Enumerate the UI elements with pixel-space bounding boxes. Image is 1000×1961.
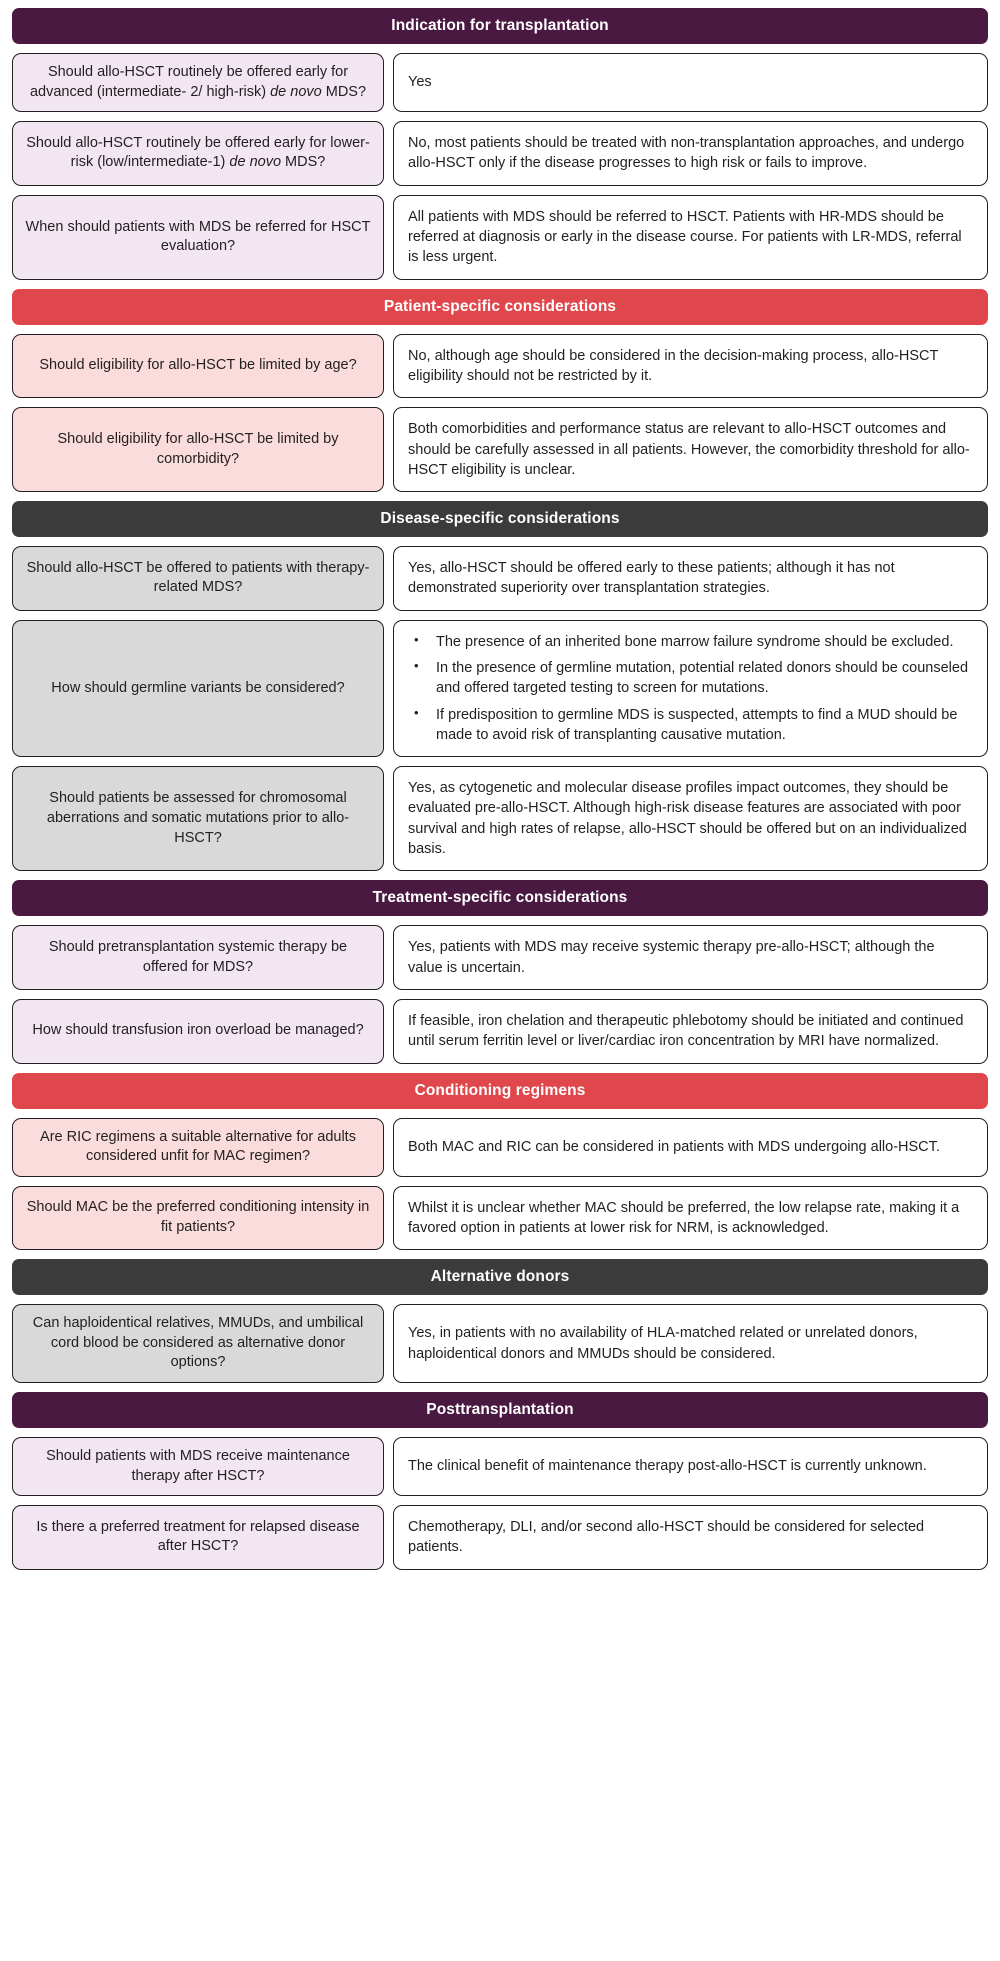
question-cell bbox=[12, 1304, 384, 1383]
table-row bbox=[12, 195, 988, 280]
section-header: Disease-specific considerations bbox=[12, 501, 988, 537]
answer-cell bbox=[393, 1505, 988, 1570]
answer-text: The clinical benefit of maintenance therapy post-allo-HSCT is currently unknown. bbox=[408, 1458, 927, 1475]
answer-cell bbox=[393, 546, 988, 611]
question-cell bbox=[12, 1505, 384, 1570]
answer-text: Yes, in patients with no availability of HLA-matched related or unrelated donors, haploidentical donors and MMUDs should be considered. bbox=[408, 1325, 918, 1362]
table-row bbox=[12, 925, 988, 990]
table-section bbox=[12, 501, 988, 871]
table-row bbox=[12, 407, 988, 492]
question-cell bbox=[12, 121, 384, 186]
question-cell bbox=[12, 195, 384, 280]
answer-cell bbox=[393, 1186, 988, 1251]
question-text: Should eligibility for allo-HSCT be limited by age? bbox=[39, 357, 357, 374]
answer-cell bbox=[393, 407, 988, 492]
table-row bbox=[12, 766, 988, 871]
question-text: Can haploidentical relatives, MMUDs, and umbilical cord blood be considered as alternative donor options? bbox=[32, 1315, 364, 1371]
question-text: Should MAC be the preferred conditioning intensity in fit patients? bbox=[26, 1199, 370, 1235]
answer-cell bbox=[393, 1118, 988, 1177]
table-row bbox=[12, 1505, 988, 1570]
question-text: Should pretransplantation systemic therapy be offered for MDS? bbox=[48, 939, 348, 975]
table-section bbox=[12, 1259, 988, 1383]
answer-text: No, most patients should be treated with non-transplantation approaches, and undergo allo-HSCT only if the disease progresses to high risk or fails to improve. bbox=[408, 135, 965, 172]
answer-text: Yes, patients with MDS may receive systemic therapy pre-allo-HSCT; although the value is uncertain. bbox=[408, 939, 935, 976]
answer-text: All patients with MDS should be referred to HSCT. Patients with HR-MDS should be referred at diagnosis or early in the disease course. For patients with LR-MDS, referral is less urgent. bbox=[408, 208, 962, 266]
table-row bbox=[12, 121, 988, 186]
answer-cell bbox=[393, 334, 988, 399]
answer-text: Chemotherapy, DLI, and/or second allo-HSCT should be considered for selected patients. bbox=[408, 1519, 925, 1556]
table-section bbox=[12, 1392, 988, 1570]
table-row bbox=[12, 53, 988, 112]
answer-cell bbox=[393, 1304, 988, 1383]
section-header: Treatment-specific considerations bbox=[12, 880, 988, 916]
question-text: Are RIC regimens a suitable alternative for adults considered unfit for MAC regimen? bbox=[40, 1128, 356, 1165]
table-row bbox=[12, 546, 988, 611]
table-section bbox=[12, 1073, 988, 1251]
question-text: When should patients with MDS be referred for HSCT evaluation? bbox=[25, 218, 371, 255]
table-row bbox=[12, 334, 988, 399]
question-text: Is there a preferred treatment for relapsed disease after HSCT? bbox=[36, 1518, 360, 1555]
answer-cell bbox=[393, 999, 988, 1064]
answer-text: Both comorbidities and performance status are relevant to allo-HSCT outcomes and should be carefully assessed in all patients. However, the comorbidity threshold for allo-HSCT eligibility is unclear. bbox=[408, 421, 970, 478]
answer-text: No, although age should be considered in the decision-making process, allo-HSCT eligibility should not be restricted by it. bbox=[408, 347, 939, 384]
answer-cell bbox=[393, 121, 988, 186]
table-section bbox=[12, 289, 988, 492]
question-text: Should eligibility for allo-HSCT be limited by comorbidity? bbox=[57, 431, 339, 467]
table-section bbox=[12, 880, 988, 1063]
answer-cell bbox=[393, 620, 988, 757]
question-cell bbox=[12, 407, 384, 492]
question-cell bbox=[12, 53, 384, 112]
table-row bbox=[12, 1118, 988, 1177]
answer-cell bbox=[393, 766, 988, 871]
answer-list bbox=[408, 632, 973, 745]
answer-text: Both MAC and RIC can be considered in patients with MDS undergoing allo-HSCT. bbox=[408, 1138, 940, 1155]
answer-cell bbox=[393, 925, 988, 990]
question-cell bbox=[12, 925, 384, 990]
question-text: Should allo-HSCT routinely be offered early for advanced (intermediate- 2/ high-risk) de novo MDS? bbox=[29, 64, 367, 100]
section-header: Indication for transplantation bbox=[12, 8, 988, 44]
answer-text: Yes bbox=[408, 74, 432, 91]
answer-text: If feasible, iron chelation and therapeutic phlebotomy should be initiated and continued until serum ferritin level or liver/cardiac iron concentration by MRI have normalized. bbox=[408, 1012, 964, 1050]
answer-cell bbox=[393, 195, 988, 280]
question-cell bbox=[12, 1186, 384, 1251]
question-cell bbox=[12, 1437, 384, 1496]
table-row bbox=[12, 1437, 988, 1496]
question-cell bbox=[12, 999, 384, 1064]
question-cell bbox=[12, 546, 384, 611]
table-row bbox=[12, 1304, 988, 1383]
list-item: • In the presence of germline mutation, potential related donors should be counseled and offered targeted testing to screen for mutations. bbox=[408, 658, 973, 699]
question-cell bbox=[12, 766, 384, 871]
question-cell bbox=[12, 620, 384, 757]
question-cell bbox=[12, 1118, 384, 1177]
list-item: • The presence of an inherited bone marrow failure syndrome should be excluded. bbox=[408, 632, 973, 652]
section-header: Posttransplantation bbox=[12, 1392, 988, 1428]
answer-text: Yes, allo-HSCT should be offered early to these patients; although it has not demonstrated superiority over transplantation strategies. bbox=[408, 560, 895, 597]
question-text: How should germline variants be considered? bbox=[51, 679, 345, 696]
section-header: Patient-specific considerations bbox=[12, 289, 988, 325]
table-row bbox=[12, 999, 988, 1064]
table-row bbox=[12, 1186, 988, 1251]
answer-text: Yes, as cytogenetic and molecular disease profiles impact outcomes, they should be evaluated pre-allo-HSCT. Although high-risk disease features are associated with poor survival and high rates of relapse, allo-HSCT should be offered but on an individualized basis. bbox=[408, 780, 967, 858]
answer-text: Whilst it is unclear whether MAC should be preferred, the low relapse rate, making it a favored option in patients at lower risk for NRM, is acknowledged. bbox=[408, 1199, 960, 1236]
answer-cell bbox=[393, 53, 988, 112]
question-text: Should patients be assessed for chromosomal aberrations and somatic mutations prior to allo-HSCT? bbox=[46, 790, 350, 846]
question-text: Should allo-HSCT routinely be offered early for lower-risk (low/intermediate-1) de novo MDS? bbox=[26, 134, 370, 171]
question-text: Should allo-HSCT be offered to patients with therapy-related MDS? bbox=[26, 559, 370, 596]
table-section bbox=[12, 8, 988, 280]
answer-cell bbox=[393, 1437, 988, 1496]
question-text: How should transfusion iron overload be managed? bbox=[32, 1022, 364, 1039]
list-item: • If predisposition to germline MDS is suspected, attempts to find a MUD should be made to avoid risk of transplanting causative mutation. bbox=[408, 705, 973, 746]
section-header: Alternative donors bbox=[12, 1259, 988, 1295]
table-row bbox=[12, 620, 988, 757]
question-cell bbox=[12, 334, 384, 399]
section-header: Conditioning regimens bbox=[12, 1073, 988, 1109]
question-text: Should patients with MDS receive maintenance therapy after HSCT? bbox=[46, 1447, 350, 1484]
